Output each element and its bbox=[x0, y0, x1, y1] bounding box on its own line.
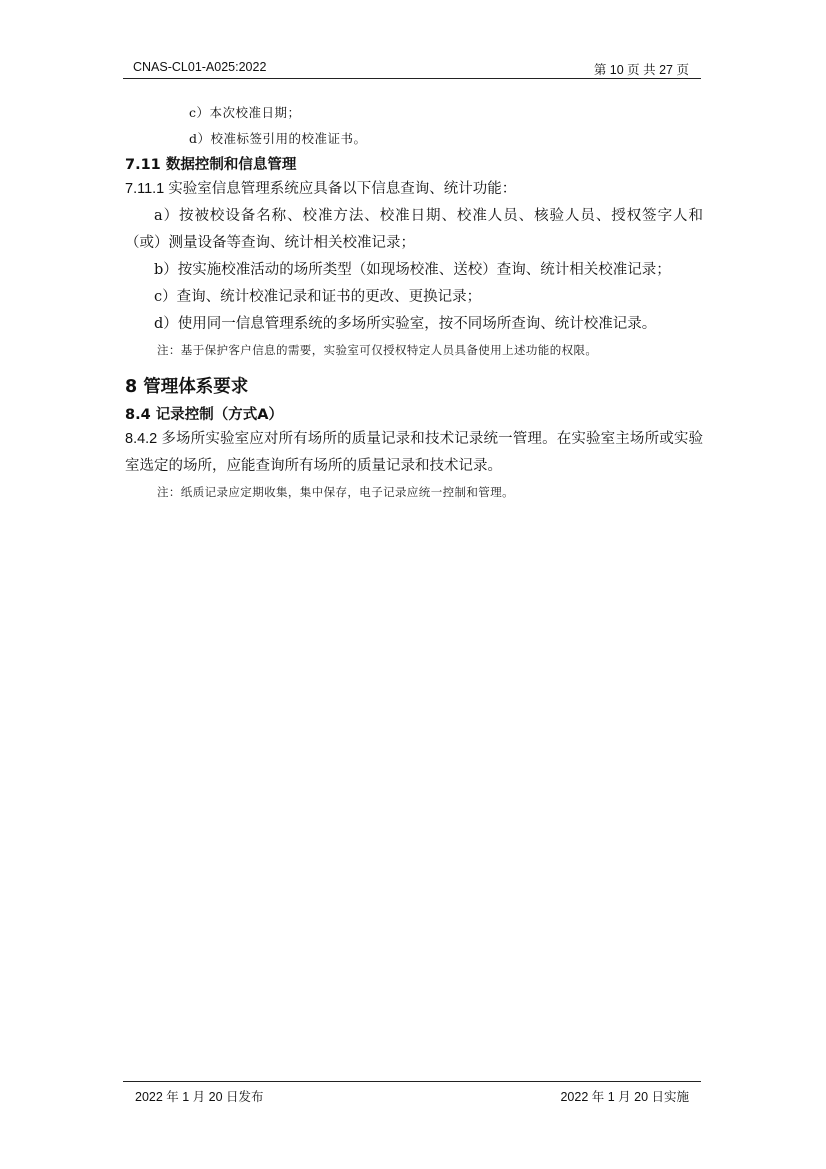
clause-8-4-2 bbox=[125, 426, 703, 480]
document-id: CNAS-CL01-A025:2022 bbox=[133, 60, 267, 74]
clause-number: 8.4.2 bbox=[125, 431, 158, 447]
section-heading-8: 8 管理体系要求 bbox=[125, 377, 249, 397]
page-footer bbox=[123, 1081, 701, 1104]
publish-date: 2022 年 1 月 20 日发布 bbox=[135, 1090, 264, 1104]
section-heading-8-4: 8.4 记录控制（方式A） bbox=[125, 407, 283, 423]
list-item-b: b）按实施校准活动的场所类型（如现场校准、送校）查询、统计相关校准记录； bbox=[154, 262, 671, 278]
list-item-c-top: c）本次校准日期； bbox=[189, 105, 301, 120]
page-number: 第 10 页 共 27 页 bbox=[593, 63, 689, 77]
page-header bbox=[123, 58, 701, 79]
clause-number: 7.11.1 bbox=[125, 181, 165, 197]
effective-date: 2022 年 1 月 20 日实施 bbox=[560, 1090, 689, 1104]
clause-7-11-1 bbox=[125, 176, 703, 203]
list-item-a: a）按被校设备名称、校准方法、校准日期、校准人员、核验人员、授权签字人和（或）测量设备等查询、统计相关校准记录； bbox=[125, 208, 703, 251]
list-item-d: d）使用同一信息管理系统的多场所实验室，按不同场所查询、统计校准记录。 bbox=[154, 316, 657, 332]
clause-text: 实验室信息管理系统应具备以下信息查询、统计功能： bbox=[168, 181, 517, 197]
list-item-c: c）查询、统计校准记录和证书的更改、更换记录； bbox=[154, 289, 482, 305]
list-item-d-top: d）校准标签引用的校准证书。 bbox=[189, 131, 367, 146]
document-body bbox=[125, 100, 703, 504]
section-heading-7-11: 7.11 数据控制和信息管理 bbox=[125, 157, 297, 173]
note-2: 注：纸质记录应定期收集，集中保存，电子记录应统一控制和管理。 bbox=[157, 485, 514, 499]
clause-text: 多场所实验室应对所有场所的质量记录和技术记录统一管理。在实验室主场所或实验室选定的场所，应能查询所有场所的质量记录和技术记录。 bbox=[125, 431, 703, 474]
note-1: 注：基于保护客户信息的需要，实验室可仅授权特定人员具备使用上述功能的权限。 bbox=[157, 343, 598, 357]
